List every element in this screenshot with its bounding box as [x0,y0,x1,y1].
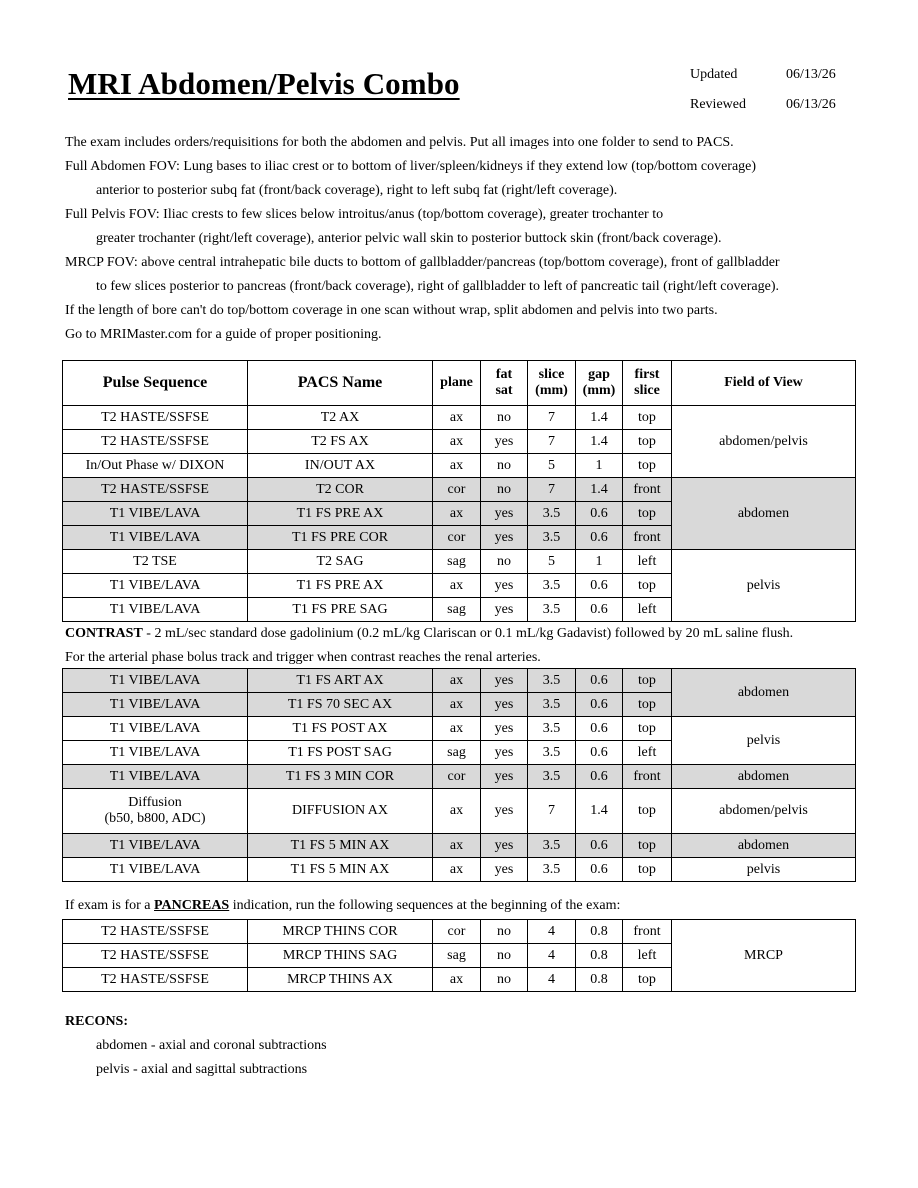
slice-thickness-cell: 3.5 [528,693,576,717]
gap-cell: 0.6 [576,858,623,882]
first-slice-cell: front [623,478,672,502]
recons-item: abdomen - axial and coronal subtractions [96,1038,327,1053]
first-slice-cell: front [623,765,672,789]
document-dates [686,60,846,120]
gap-cell: 1.4 [576,406,623,430]
plane-cell: ax [433,430,481,454]
fat-sat-cell: yes [481,717,528,741]
table-row [63,920,856,944]
contrast-instructions [65,622,793,670]
slice-thickness-cell: 3.5 [528,502,576,526]
pacs-name-cell: T1 FS PRE AX [248,502,433,526]
first-slice-cell: top [623,968,672,992]
intro-line: to few slices posterior to pancreas (front/back coverage), right of gallbladder to left of pancreatic tail (right/left coverage). [96,279,779,294]
first-slice-cell: top [623,574,672,598]
first-slice-cell: top [623,406,672,430]
field-of-view-cell: MRCP [672,920,856,992]
table-row [63,765,856,789]
pancreas-keyword: PANCREAS [154,898,230,913]
pulse-sequence-cell: T2 HASTE/SSFSE [63,968,248,992]
field-of-view-cell: abdomen/pelvis [672,789,856,834]
gap-cell: 0.6 [576,717,623,741]
pulse-sequence-cell: T1 VIBE/LAVA [63,717,248,741]
pulse-sequence-cell: T2 HASTE/SSFSE [63,430,248,454]
fat-sat-cell: yes [481,502,528,526]
updated-row [686,60,846,90]
pacs-name-cell: T1 FS 70 SEC AX [248,693,433,717]
first-slice-cell: top [623,454,672,478]
pacs-name-cell: T1 FS 3 MIN COR [248,765,433,789]
header-first-slice: first slice [623,361,672,406]
header-slice: slice (mm) [528,361,576,406]
pulse-sequence-cell: T1 VIBE/LAVA [63,741,248,765]
field-of-view-cell: abdomen [672,765,856,789]
plane-cell: ax [433,693,481,717]
slice-thickness-cell: 7 [528,406,576,430]
intro-line: MRCP FOV: above central intrahepatic bile ducts to bottom of gallbladder/pancreas (top/bottom coverage), front of gallbladder [65,255,780,270]
first-slice-cell: left [623,598,672,622]
fat-sat-cell: yes [481,789,528,834]
gap-cell: 0.6 [576,693,623,717]
slice-thickness-cell: 3.5 [528,598,576,622]
fat-sat-cell: yes [481,765,528,789]
contrast-text: - 2 mL/sec standard dose gadolinium (0.2 mL/kg Clariscan or 0.1 mL/kg Gadavist) followed by 20 mL saline flush. [142,626,794,641]
plane-cell: cor [433,765,481,789]
pulse-sequence-cell: T1 VIBE/LAVA [63,502,248,526]
pulse-sequence-cell: T1 VIBE/LAVA [63,598,248,622]
recons-label: RECONS: [65,1014,129,1029]
pacs-name-cell: T1 FS POST SAG [248,741,433,765]
fat-sat-cell: yes [481,858,528,882]
intro-line: Full Abdomen FOV: Lung bases to iliac crest or to bottom of liver/spleen/kidneys if they extend low (top/bottom coverage) [65,159,757,174]
slice-thickness-cell: 3.5 [528,741,576,765]
contrast-label: CONTRAST [65,626,143,641]
gap-cell: 0.6 [576,834,623,858]
first-slice-cell: top [623,717,672,741]
plane-cell: ax [433,406,481,430]
plane-cell: ax [433,454,481,478]
table-row [63,789,856,834]
first-slice-cell: top [623,669,672,693]
pacs-name-cell: T2 SAG [248,550,433,574]
intro-line: Full Pelvis FOV: Iliac crests to few slices below introitus/anus (top/bottom coverage), greater trochanter to [65,207,664,222]
pulse-sequence-cell: T2 TSE [63,550,248,574]
pulse-sequence-cell: T2 HASTE/SSFSE [63,944,248,968]
gap-cell: 1 [576,550,623,574]
slice-thickness-cell: 3.5 [528,834,576,858]
pancreas-table [62,919,856,992]
reviewed-row [686,90,846,120]
fat-sat-cell: yes [481,430,528,454]
reviewed-label: Reviewed [690,97,746,112]
pulse-sequence-cell: In/Out Phase w/ DIXON [63,454,248,478]
plane-cell: ax [433,789,481,834]
updated-label: Updated [690,67,738,82]
slice-thickness-cell: 3.5 [528,765,576,789]
plane-cell: ax [433,574,481,598]
fat-sat-cell: yes [481,741,528,765]
header-pulse-sequence: Pulse Sequence [63,361,248,406]
slice-thickness-cell: 3.5 [528,717,576,741]
table-row [63,669,856,693]
plane-cell: cor [433,920,481,944]
table-row [63,478,856,502]
table-row [63,858,856,882]
fat-sat-cell: no [481,454,528,478]
pacs-name-cell: T1 FS 5 MIN AX [248,858,433,882]
header-gap: gap (mm) [576,361,623,406]
slice-thickness-cell: 3.5 [528,574,576,598]
slice-thickness-cell: 3.5 [528,526,576,550]
pacs-name-cell: T1 FS POST AX [248,717,433,741]
header-fat-sat: fat sat [481,361,528,406]
gap-cell: 0.8 [576,968,623,992]
gap-cell: 1 [576,454,623,478]
pacs-name-cell: T1 FS ART AX [248,669,433,693]
gap-cell: 0.8 [576,944,623,968]
gap-cell: 1.4 [576,430,623,454]
post-contrast-table [62,668,856,882]
gap-cell: 1.4 [576,478,623,502]
fat-sat-cell: no [481,406,528,430]
fat-sat-cell: yes [481,693,528,717]
field-of-view-cell: pelvis [672,717,856,765]
plane-cell: sag [433,944,481,968]
gap-cell: 0.6 [576,765,623,789]
pacs-name-cell: T2 AX [248,406,433,430]
gap-cell: 0.6 [576,741,623,765]
first-slice-cell: front [623,526,672,550]
plane-cell: ax [433,858,481,882]
first-slice-cell: front [623,920,672,944]
fat-sat-cell: no [481,478,528,502]
fat-sat-cell: yes [481,526,528,550]
header-plane: plane [433,361,481,406]
plane-cell: cor [433,526,481,550]
header-pacs-name: PACS Name [248,361,433,406]
fat-sat-cell: yes [481,834,528,858]
intro-line: greater trochanter (right/left coverage), anterior pelvic wall skin to posterior buttock skin (front/back coverage). [96,231,722,246]
gap-cell: 0.6 [576,502,623,526]
slice-thickness-cell: 4 [528,968,576,992]
table-row [63,717,856,741]
first-slice-cell: left [623,550,672,574]
contrast-line [65,622,793,646]
updated-date: 06/13/26 [786,67,836,82]
table-row [63,406,856,430]
first-slice-cell: top [623,789,672,834]
fat-sat-cell: no [481,920,528,944]
pulse-sequence-cell: T2 HASTE/SSFSE [63,406,248,430]
gap-cell: 0.6 [576,526,623,550]
pulse-sequence-cell: T1 VIBE/LAVA [63,526,248,550]
gap-cell: 1.4 [576,789,623,834]
fat-sat-cell: no [481,944,528,968]
intro-line: If the length of bore can't do top/bottom coverage in one scan without wrap, split abdomen and pelvis into two parts. [65,303,718,318]
intro-line: The exam includes orders/requisitions for both the abdomen and pelvis. Put all images into one folder to send to PACS. [65,135,734,150]
intro-line: Go to MRIMaster.com for a guide of proper positioning. [65,327,382,342]
fat-sat-cell: no [481,968,528,992]
pulse-sequence-cell: T1 VIBE/LAVA [63,765,248,789]
pulse-sequence-cell: T1 VIBE/LAVA [63,834,248,858]
pacs-name-cell: MRCP THINS COR [248,920,433,944]
pulse-sequence-cell: T1 VIBE/LAVA [63,574,248,598]
pacs-name-cell: T1 FS 5 MIN AX [248,834,433,858]
slice-thickness-cell: 5 [528,550,576,574]
diffusion-b-values: (b50, b800, ADC) [104,811,206,826]
recons-section [65,1010,327,1082]
plane-cell: ax [433,968,481,992]
table-row [63,550,856,574]
field-of-view-cell: abdomen [672,669,856,717]
page-title: MRI Abdomen/Pelvis Combo [68,66,460,101]
header-field-of-view: Field of View [672,361,856,406]
field-of-view-cell: abdomen/pelvis [672,406,856,478]
first-slice-cell: top [623,834,672,858]
first-slice-cell: top [623,502,672,526]
field-of-view-cell: abdomen [672,834,856,858]
fat-sat-cell: yes [481,598,528,622]
pulse-sequence-cell: T1 VIBE/LAVA [63,693,248,717]
first-slice-cell: left [623,741,672,765]
slice-thickness-cell: 5 [528,454,576,478]
pacs-name-cell: T1 FS PRE AX [248,574,433,598]
slice-thickness-cell: 3.5 [528,858,576,882]
gap-cell: 0.6 [576,574,623,598]
first-slice-cell: top [623,693,672,717]
first-slice-cell: left [623,944,672,968]
slice-thickness-cell: 7 [528,789,576,834]
table-header-row [63,361,856,406]
pacs-name-cell: T1 FS PRE SAG [248,598,433,622]
pulse-sequence-cell: T1 VIBE/LAVA [63,669,248,693]
pulse-sequence-cell: T2 HASTE/SSFSE [63,478,248,502]
plane-cell: ax [433,502,481,526]
contrast-line-2: For the arterial phase bolus track and trigger when contrast reaches the renal arteries. [65,650,541,665]
pacs-name-cell: DIFFUSION AX [248,789,433,834]
slice-thickness-cell: 7 [528,430,576,454]
fat-sat-cell: yes [481,669,528,693]
pulse-sequence-cell: T1 VIBE/LAVA [63,858,248,882]
intro-instructions [65,131,865,347]
slice-thickness-cell: 4 [528,944,576,968]
fat-sat-cell: yes [481,574,528,598]
pacs-name-cell: T1 FS PRE COR [248,526,433,550]
pulse-sequence-cell: Diffusion (b50, b800, ADC) [63,789,248,834]
pacs-name-cell: T2 COR [248,478,433,502]
pre-contrast-table [62,360,856,622]
first-slice-cell: top [623,430,672,454]
pulse-sequence-cell: T2 HASTE/SSFSE [63,920,248,944]
slice-thickness-cell: 7 [528,478,576,502]
plane-cell: cor [433,478,481,502]
plane-cell: ax [433,834,481,858]
pancreas-note: If exam is for a PANCREAS indication, run the following sequences at the beginning of the exam: [65,898,621,913]
first-slice-cell: top [623,858,672,882]
plane-cell: ax [433,717,481,741]
plane-cell: ax [433,669,481,693]
plane-cell: sag [433,741,481,765]
gap-cell: 0.8 [576,920,623,944]
field-of-view-cell: abdomen [672,478,856,550]
pacs-name-cell: MRCP THINS AX [248,968,433,992]
intro-line: anterior to posterior subq fat (front/back coverage), right to left subq fat (right/left coverage). [96,183,618,198]
pacs-name-cell: T2 FS AX [248,430,433,454]
plane-cell: sag [433,550,481,574]
plane-cell: sag [433,598,481,622]
slice-thickness-cell: 3.5 [528,669,576,693]
gap-cell: 0.6 [576,598,623,622]
slice-thickness-cell: 4 [528,920,576,944]
table-row [63,834,856,858]
gap-cell: 0.6 [576,669,623,693]
reviewed-date: 06/13/26 [786,97,836,112]
pacs-name-cell: MRCP THINS SAG [248,944,433,968]
pacs-name-cell: IN/OUT AX [248,454,433,478]
field-of-view-cell: pelvis [672,550,856,622]
fat-sat-cell: no [481,550,528,574]
field-of-view-cell: pelvis [672,858,856,882]
recons-item: pelvis - axial and sagittal subtractions [96,1062,308,1077]
